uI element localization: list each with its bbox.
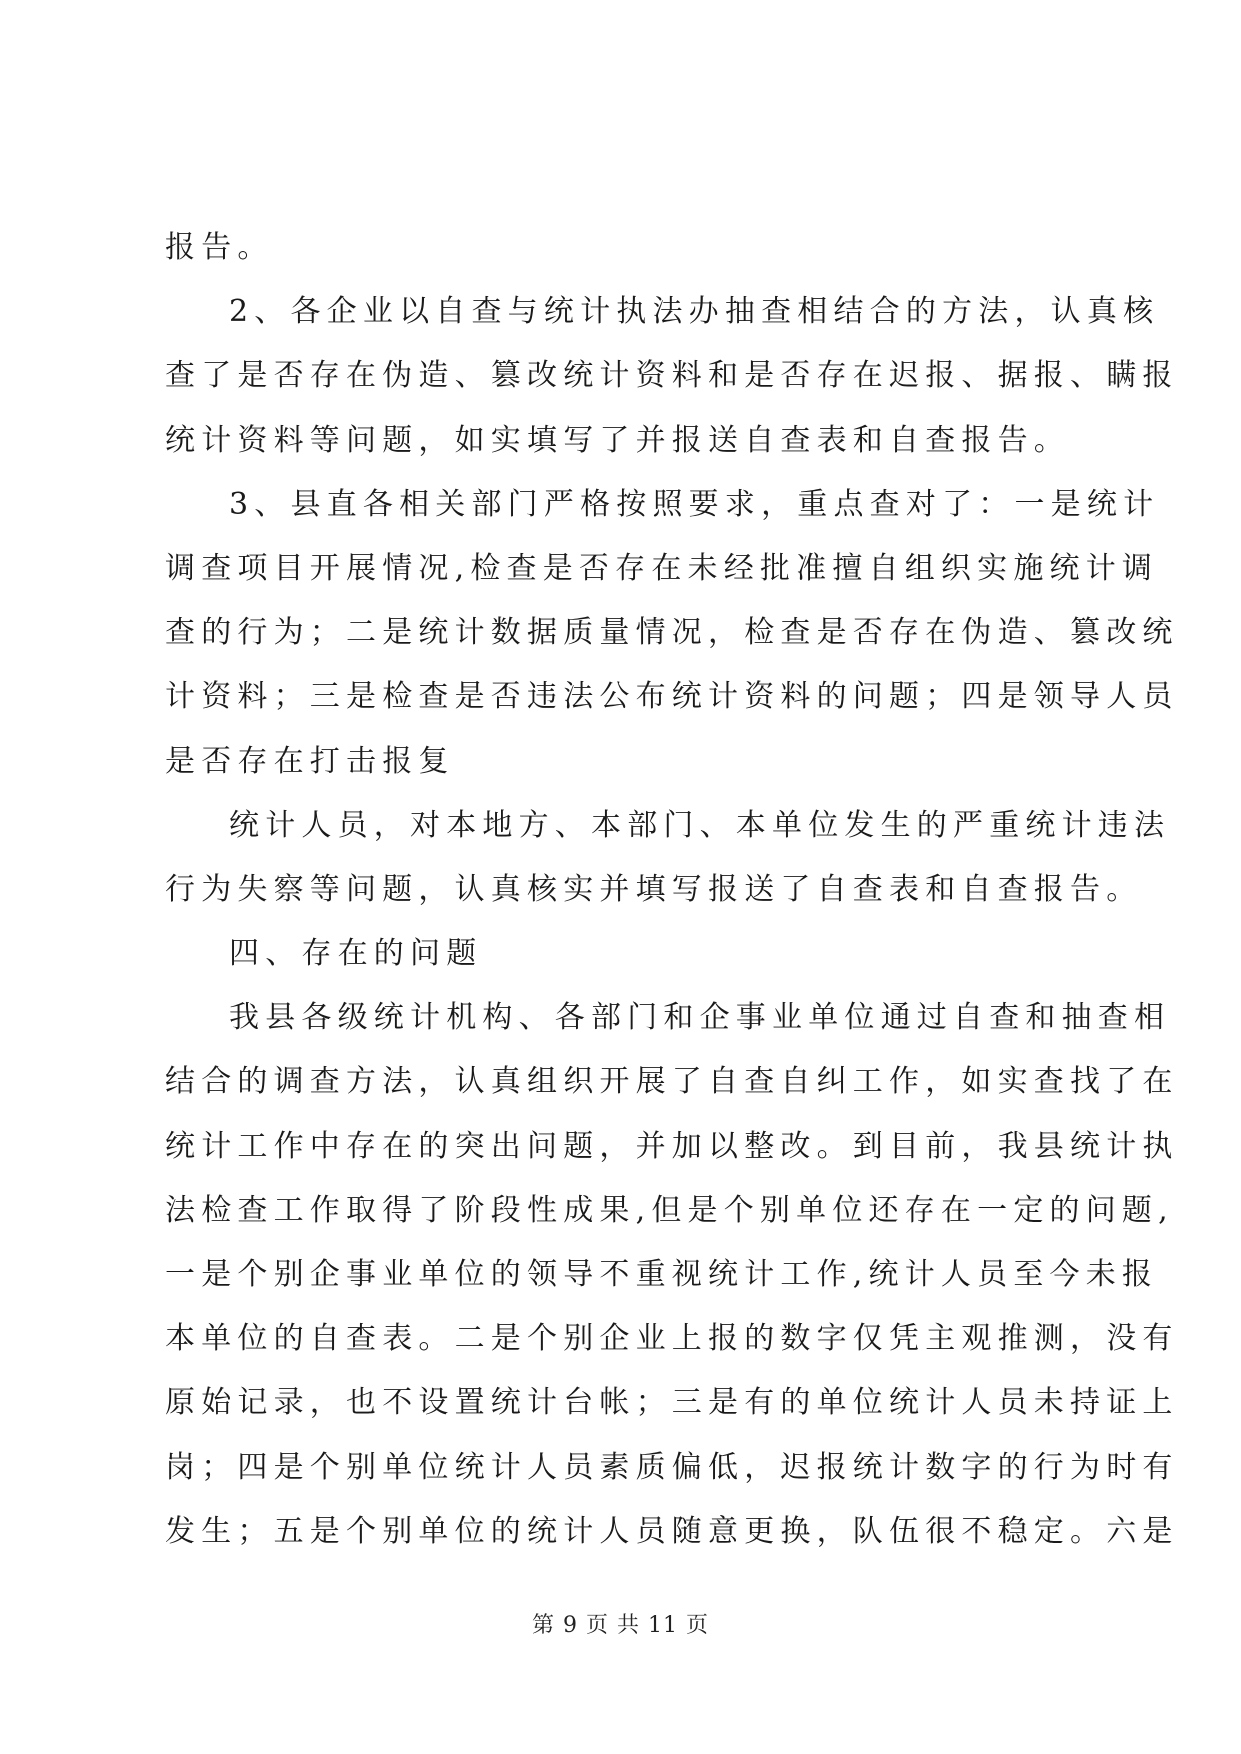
text-line: 统计工作中存在的突出问题，并加以整改。到目前，我县统计执 <box>165 1128 1179 1164</box>
text-line: 本单位的自查表。二是个别企业上报的数字仅凭主观推测，没有 <box>165 1321 1179 1357</box>
text-line: 报告。 <box>165 230 274 265</box>
text-line: 统计人员，对本地方、本部门、本单位发生的严重统计违法 <box>229 807 1171 843</box>
text-line: 计资料；三是检查是否违法公布统计资料的问题；四是领导人员 <box>165 679 1179 715</box>
text-line: 一是个别企事业单位的领导不重视统计工作,统计人员至今未报 <box>165 1257 1159 1292</box>
text-line: 统计资料等问题，如实填写了并报送自查表和自查报告。 <box>165 422 1070 458</box>
text-line: 原始记录，也不设置统计台帐；三是有的单位统计人员未持证上 <box>165 1385 1179 1421</box>
text-line: 法检查工作取得了阶段性成果,但是个别单位还存在一定的问题, <box>165 1192 1174 1228</box>
text-line: 查的行为；二是统计数据质量情况，检查是否存在伪造、篡改统 <box>165 615 1179 651</box>
text-line: 结合的调查方法，认真组织开展了自查自纠工作，如实查找了在 <box>165 1064 1179 1100</box>
text-line: 行为失察等问题，认真核实并填写报送了自查表和自查报告。 <box>165 871 1143 907</box>
text-line: 四、存在的问题 <box>229 936 483 972</box>
text-line: 调查项目开展情况,检查是否存在未经批准擅自组织实施统计调 <box>165 550 1159 586</box>
document-body <box>165 228 1179 1576</box>
text-line: 2、各企业以自查与统计执法办抽查相结合的方法，认真核 <box>229 294 1160 330</box>
page-number-footer: 第 9 页 共 11 页 <box>532 1613 709 1638</box>
text-line: 3、县直各相关部门严格按照要求，重点查对了：一是统计 <box>229 486 1160 522</box>
text-line: 我县各级统计机构、各部门和企事业单位通过自查和抽查相 <box>229 1000 1171 1036</box>
text-line: 是否存在打击报复 <box>165 743 455 779</box>
text-line: 岗；四是个别单位统计人员素质偏低，迟报统计数字的行为时有 <box>165 1449 1179 1485</box>
text-line: 发生；五是个别单位的统计人员随意更换，队伍很不稳定。六是 <box>165 1513 1179 1549</box>
text-line: 查了是否存在伪造、篡改统计资料和是否存在迟报、据报、瞒报 <box>165 358 1179 394</box>
